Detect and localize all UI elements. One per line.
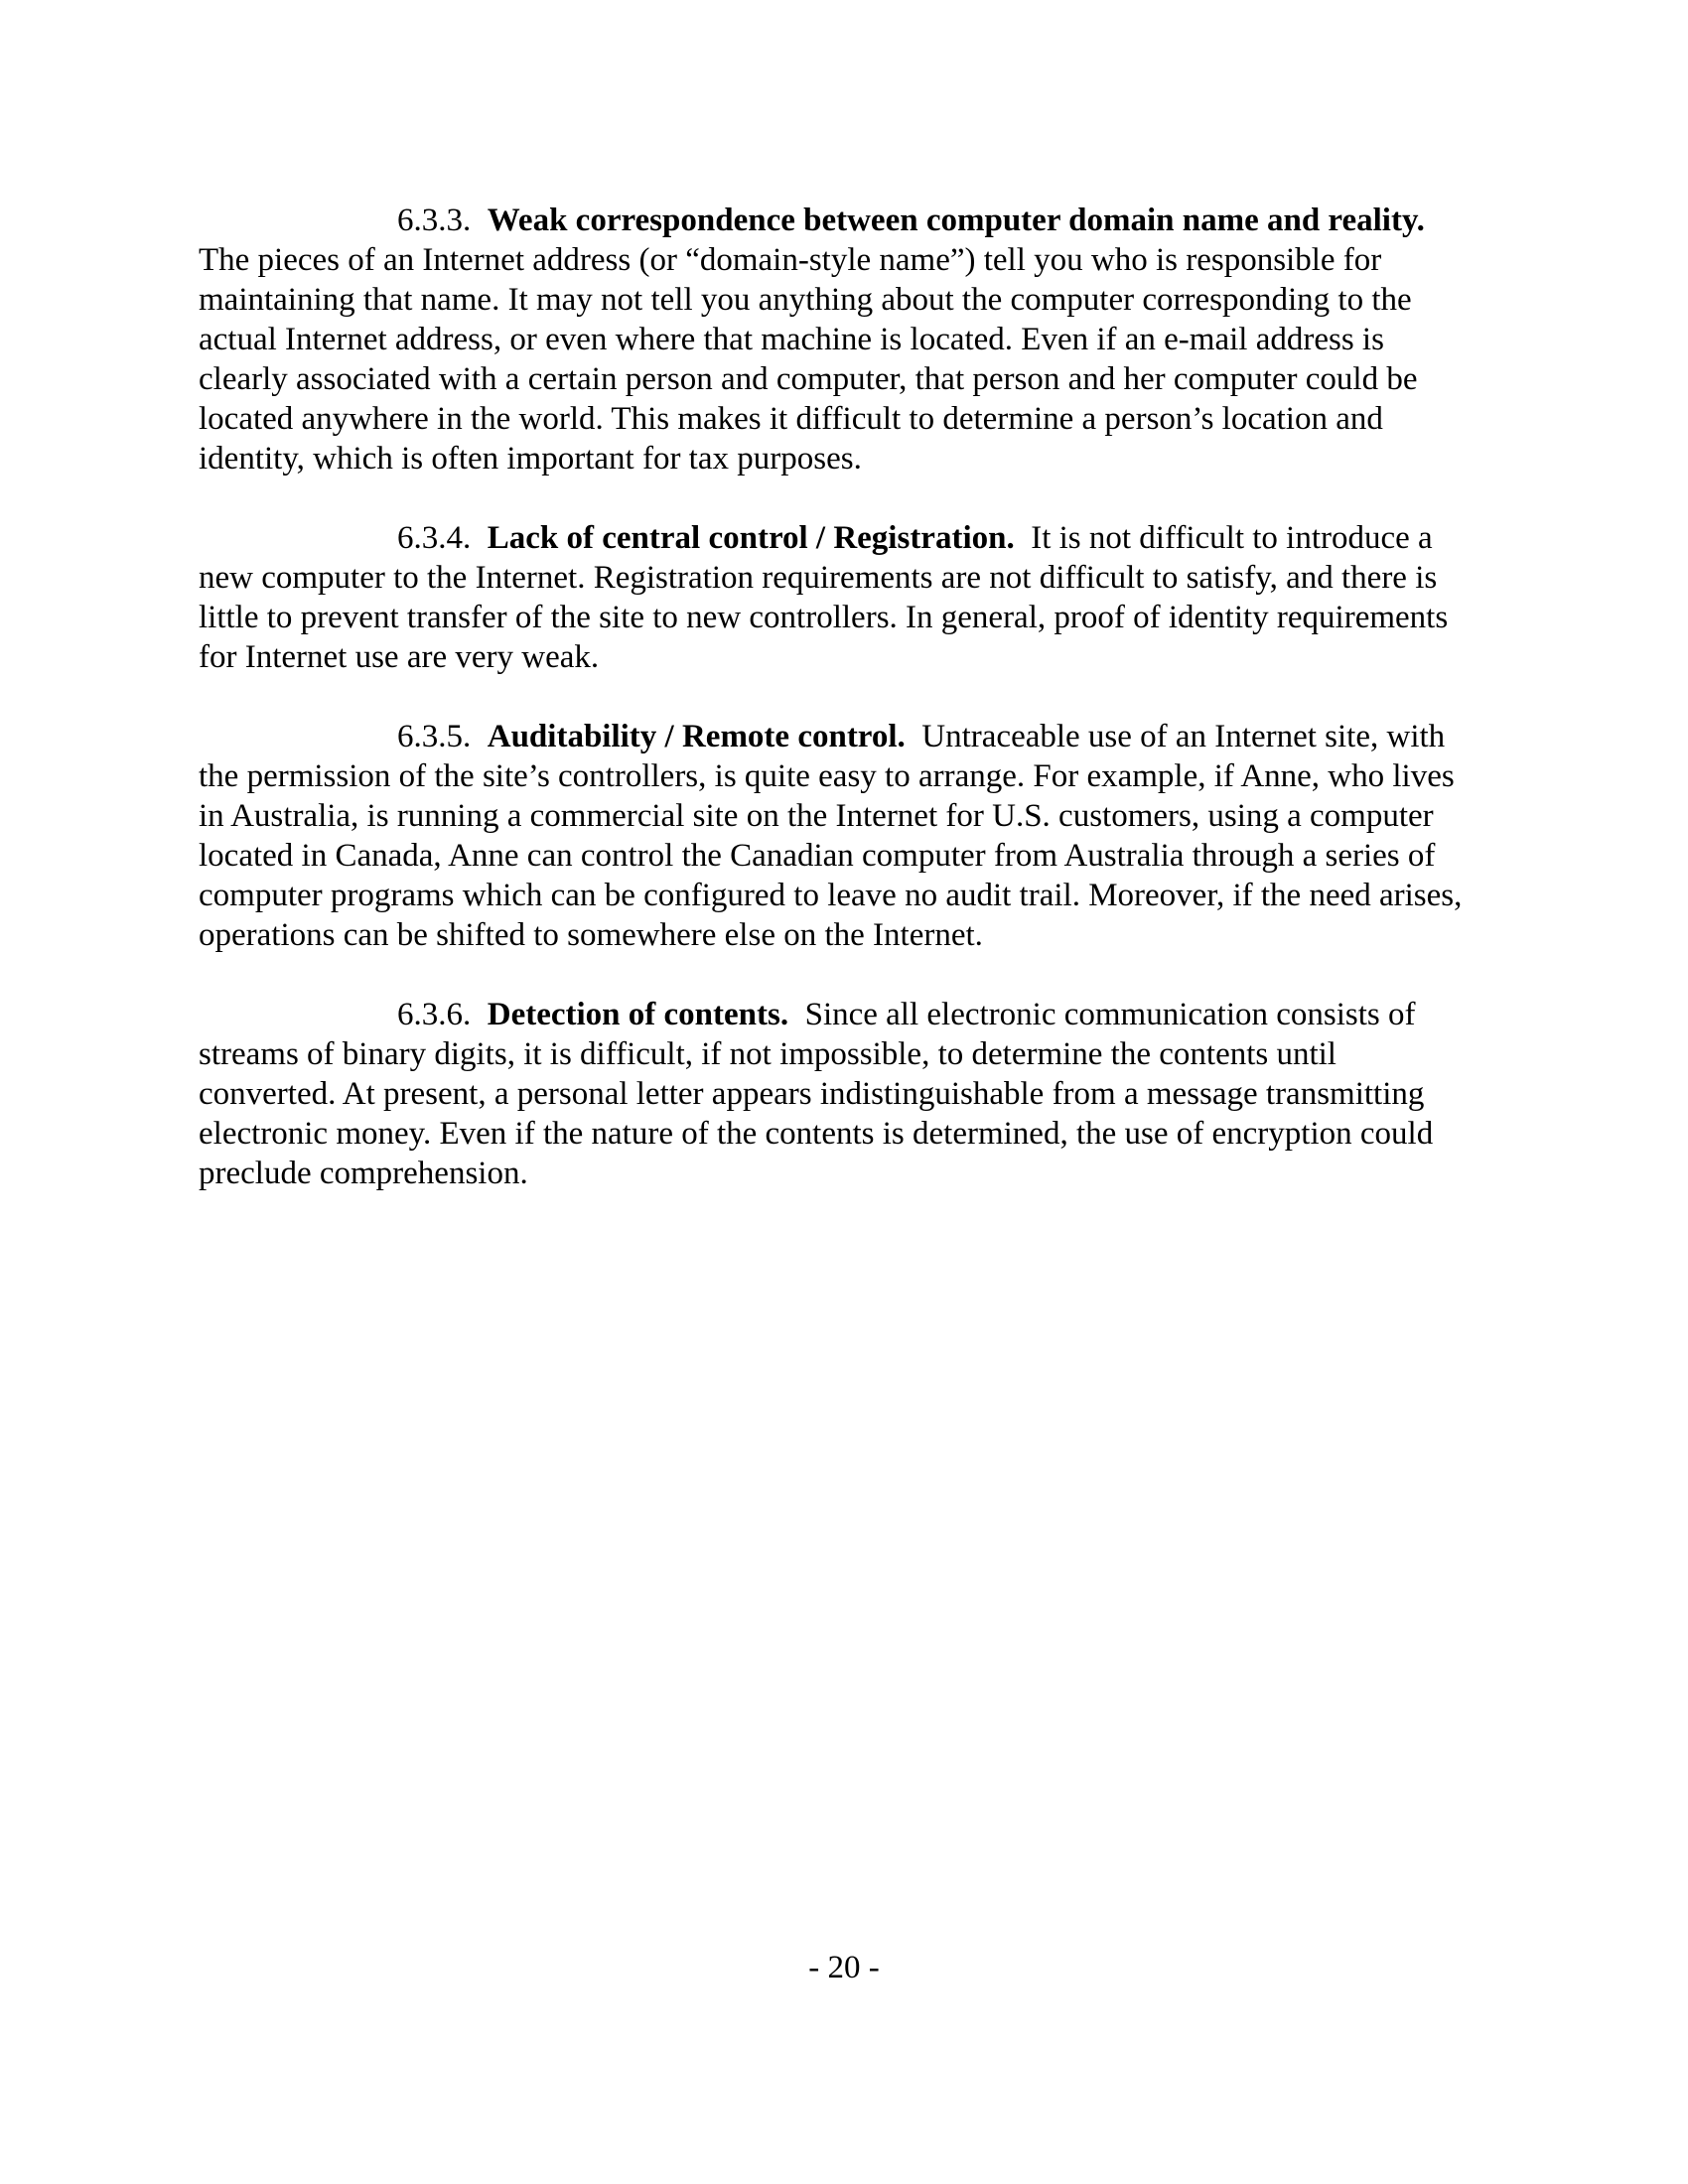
section-title: Detection of contents. bbox=[487, 997, 789, 1032]
section-number: 6.3.3. bbox=[397, 203, 472, 238]
page-number: - 20 - bbox=[808, 1950, 880, 1985]
section-title: Auditability / Remote control. bbox=[487, 719, 906, 754]
section-6-3-5 bbox=[199, 717, 1464, 955]
section-title: Weak correspondence between computer domain name and reality. bbox=[487, 203, 1425, 238]
section-number: 6.3.4. bbox=[397, 520, 472, 556]
section-body: The pieces of an Internet address (or “domain-style name”) tell you who is responsible for maintaining that name. It may not tell you anything about the computer corresponding to the actual Internet address, or even where that machine is located. Even if an e-mail address is clearly associated with a certain person and computer, that person and her computer could be located anywhere in the world. This makes it difficult to determine a person’s location and identity, which is often important for tax purposes. bbox=[199, 242, 1418, 477]
section-body: Untraceable use of an Internet site, with the permission of the site’s controllers, is quite easy to arrange. For example, if Anne, who lives in Australia, is running a commercial site on the Internet for U.S. customers, using a computer located in Canada, Anne can control the Canadian computer from Australia through a series of computer programs which can be configured to leave no audit trail. Moreover, if the need arises, operations can be shifted to somewhere else on the Internet. bbox=[199, 719, 1463, 953]
section-6-3-4 bbox=[199, 518, 1464, 677]
document-body bbox=[199, 201, 1464, 1233]
section-title: Lack of central control / Registration. bbox=[487, 520, 1015, 556]
section-body: Since all electronic communication consists of streams of binary digits, it is difficult, if not impossible, to determine the contents until converted. At present, a personal letter appears indistinguishable from a message transmitting electronic money. Even if the nature of the contents is determined, the use of encryption could preclude comprehension. bbox=[199, 997, 1434, 1191]
section-number: 6.3.5. bbox=[397, 719, 472, 754]
section-6-3-6 bbox=[199, 995, 1464, 1193]
section-6-3-3 bbox=[199, 201, 1464, 478]
section-body: It is not difficult to introduce a new computer to the Internet. Registration requirements are not difficult to satisfy, and there is little to prevent transfer of the site to new controllers. In general, proof of identity requirements for Internet use are very weak. bbox=[199, 520, 1449, 675]
section-number: 6.3.6. bbox=[397, 997, 472, 1032]
